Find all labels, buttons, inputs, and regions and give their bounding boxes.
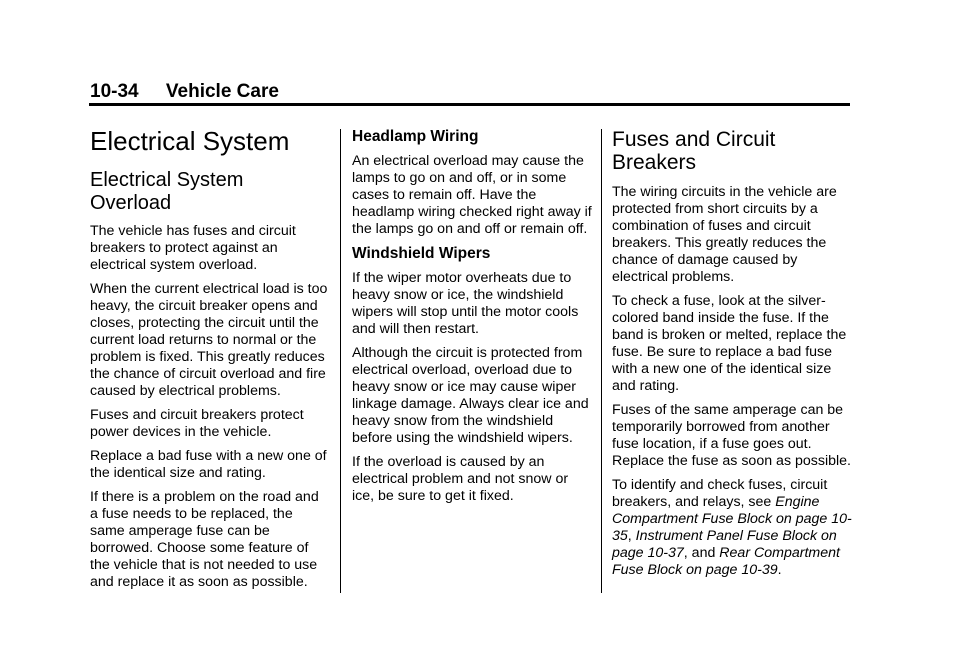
section-title: Vehicle Care	[165, 81, 279, 102]
paragraph: When the current electrical load is too heavy, the circuit breaker opens and closes, protecting the circuit until the current load returns to normal or the problem is fixed. This greatly reduces the chance of circuit overload and fire caused by electrical problems.	[90, 281, 328, 399]
fuses-heading: Fuses and Circuit Breakers	[612, 128, 776, 174]
column-divider-left	[340, 129, 341, 593]
period: .	[777, 562, 782, 578]
column-right	[612, 128, 852, 586]
page-header	[90, 82, 850, 102]
subsection-title: Electrical System Overload	[90, 169, 244, 214]
headlamp-wiring-heading: Headlamp Wiring	[352, 128, 479, 145]
paragraph: To check a fuse, look at the silver-colored band inside the fuse. If the band is broken or melted, replace the fuse. Be sure to replace a bad fuse with a new one of the identical size and rating.	[612, 293, 847, 394]
header-rule	[89, 103, 850, 106]
windshield-wipers-heading: Windshield Wipers	[352, 245, 491, 262]
paragraph: The vehicle has fuses and circuit breakers to protect against an electrical system overload.	[90, 223, 296, 273]
paragraph: The wiring circuits in the vehicle are protected from short circuits by a combination of fuses and circuit breakers. This greatly reduces the chance of damage caused by electrical problems.	[612, 184, 837, 285]
paragraph: If there is a problem on the road and a fuse needs to be replaced, the same amperage fuse can be borrowed. Choose some feature of the vehicle that is not needed to use and replace it as soon as possible.	[90, 489, 319, 590]
paragraph: An electrical overload may cause the lamps to go on and off, or in some cases to remain off. Have the headlamp wiring checked right away if the lamps go on and off or remain off.	[352, 153, 592, 237]
fuse-reference-paragraph	[612, 477, 852, 579]
paragraph: Fuses of the same amperage can be temporarily borrowed from another fuse location, if a fuse goes out. Replace the fuse as soon as possible.	[612, 402, 851, 469]
engine-fuse-block-link[interactable]: Engine Compartment Fuse Block on page 10-35	[612, 494, 852, 544]
lead-text: To identify and check fuses, circuit breakers, and relays, see	[612, 477, 828, 510]
page-title: Electrical System	[90, 126, 290, 156]
paragraph: If the wiper motor overheats due to heavy snow or ice, the windshield wipers will stop until the motor cools and will then restart.	[352, 270, 579, 337]
separator: ,	[627, 528, 636, 544]
separator: , and	[683, 545, 720, 561]
page-number: 10-34	[90, 81, 139, 102]
paragraph: Although the circuit is protected from electrical overload, overload due to heavy snow or ice may cause wiper linkage damage. Always clear ice and heavy snow from the windshield before using the windshield wipers.	[352, 345, 589, 446]
paragraph: If the overload is caused by an electrical problem and not snow or ice, be sure to get it fixed.	[352, 454, 569, 504]
paragraph: Fuses and circuit breakers protect power devices in the vehicle.	[90, 407, 304, 440]
rear-fuse-block-link[interactable]: Rear Compartment Fuse Block on page 10-39	[612, 545, 840, 578]
column-divider-right	[601, 129, 602, 593]
column-middle	[352, 128, 592, 512]
paragraph: Replace a bad fuse with a new one of the identical size and rating.	[90, 448, 327, 481]
column-left	[90, 126, 330, 598]
instrument-panel-fuse-block-link[interactable]: Instrument Panel Fuse Block on page 10-37	[612, 528, 837, 561]
